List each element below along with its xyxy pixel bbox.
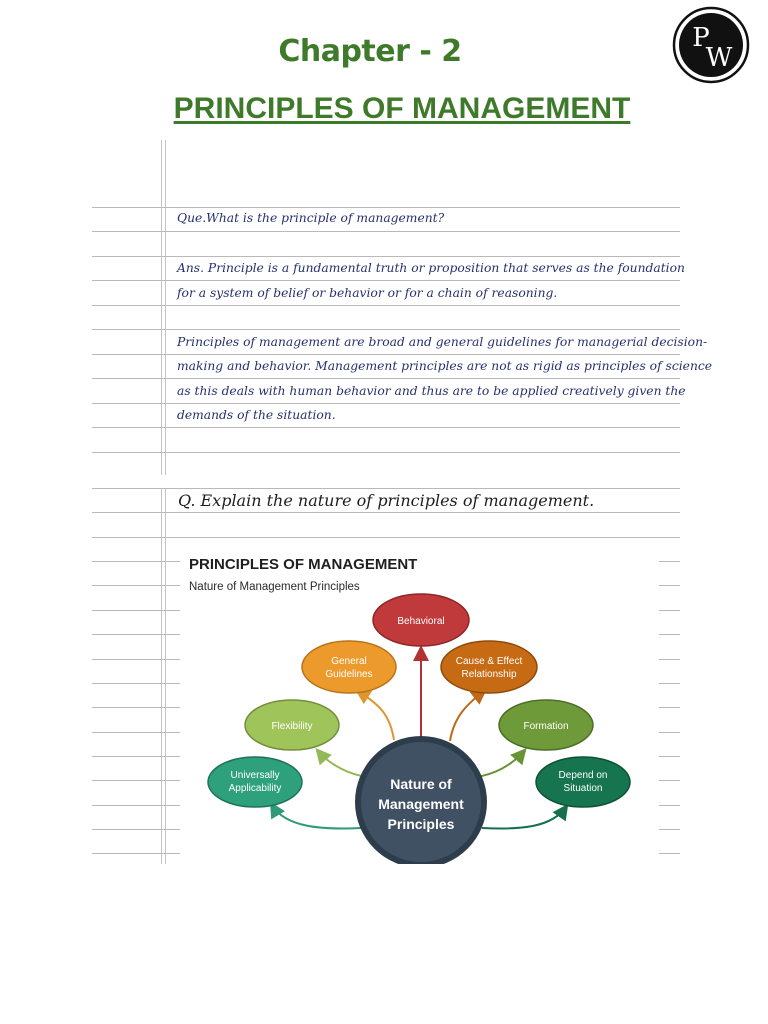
node-general-guidelines-label-1: General <box>331 656 367 667</box>
center-node <box>355 736 487 864</box>
node-universally-applicability <box>208 757 302 807</box>
question-1-text: Que.What is the principle of management? <box>177 211 445 225</box>
node-cause-effect-label-2: Relationship <box>461 669 517 680</box>
paragraph-line-4: demands of the situation. <box>177 408 336 422</box>
paragraph-line-3: as this deals with human behavior and thus are to be applied creatively given the <box>177 384 686 398</box>
node-general-guidelines <box>302 641 396 693</box>
diagram-subtitle: Nature of Management Principles <box>189 581 360 593</box>
page-title: PRINCIPLES OF MANAGEMENT <box>173 92 631 125</box>
node-behavioral-label: Behavioral <box>397 616 445 627</box>
paragraph-line-2: making and behavior. Management principles are not as rigid as principles of science <box>177 359 713 373</box>
paragraph-line-1: Principles of management are broad and general guidelines for managerial decision- <box>177 335 708 349</box>
node-depend-label-2: Situation <box>563 783 603 794</box>
node-formation <box>499 700 593 750</box>
chapter-heading: Chapter - 2 <box>278 34 462 69</box>
nature-diagram <box>180 545 659 864</box>
node-behavioral <box>373 594 469 646</box>
node-universally-label-2: Applicability <box>228 783 282 794</box>
node-depend-label-1: Depend on <box>558 770 608 781</box>
notebook-section-1 <box>92 140 680 475</box>
svg-text:W: W <box>705 43 733 73</box>
node-general-guidelines-label-2: Guidelines <box>325 669 373 680</box>
node-depend-on-situation <box>536 757 630 807</box>
question-2-text: Q. Explain the nature of principles of management. <box>178 491 595 510</box>
node-cause-effect <box>441 641 537 693</box>
diagram-graphic <box>180 545 659 864</box>
center-label-1: Nature of <box>390 776 452 792</box>
diagram-title: PRINCIPLES OF MANAGEMENT <box>189 556 418 573</box>
pw-logo <box>672 6 750 84</box>
node-flexibility-label: Flexibility <box>271 721 313 732</box>
center-label-3: Principles <box>387 816 455 832</box>
node-formation-label: Formation <box>523 721 569 732</box>
answer-line-1: Ans. Principle is a fundamental truth or proposition that serves as the foundation <box>177 261 685 275</box>
center-label-2: Management <box>378 796 464 812</box>
node-flexibility <box>245 700 339 750</box>
node-universally-label-1: Universally <box>230 770 280 781</box>
svg-text:P: P <box>692 23 710 53</box>
answer-line-2: for a system of belief or behavior or for a chain of reasoning. <box>177 286 558 300</box>
node-cause-effect-label-1: Cause & Effect <box>455 656 523 667</box>
